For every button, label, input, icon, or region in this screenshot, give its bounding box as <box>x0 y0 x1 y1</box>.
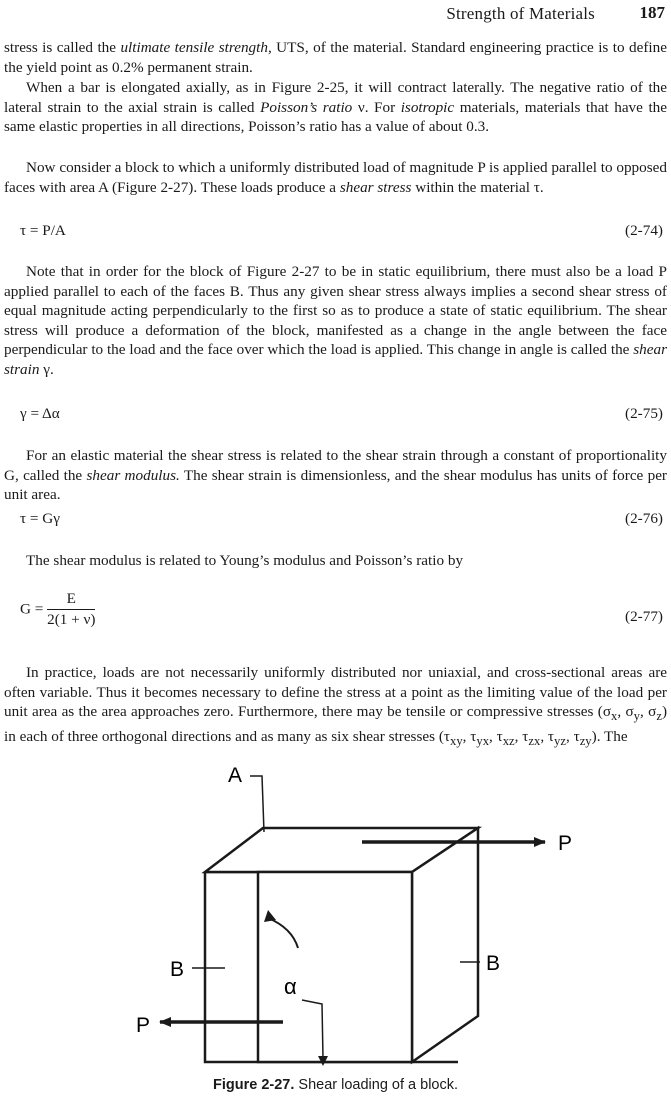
label-b-right: B <box>486 952 501 975</box>
text-run: ). The <box>591 727 628 745</box>
running-title: Strength of Materials <box>446 4 595 23</box>
text-run: , τ <box>514 727 529 745</box>
term-poissons-ratio: Poisson’s ratio <box>260 98 353 116</box>
equation-number: (2-77) <box>625 608 663 625</box>
subscript: yz <box>554 733 566 748</box>
text-run: , τ <box>565 727 580 745</box>
text-run: γ. <box>39 360 54 378</box>
text-run: , τ <box>462 727 477 745</box>
term-shear-stress: shear stress <box>339 178 412 196</box>
fraction-numerator: E <box>47 590 95 610</box>
equation-number: (2-76) <box>625 510 663 527</box>
text-run: , τ <box>489 727 503 745</box>
fraction-expression <box>20 590 95 629</box>
paragraph-stress-components <box>4 663 667 751</box>
paragraph-static-equilibrium <box>4 262 667 380</box>
page-number: 187 <box>639 3 665 22</box>
subscript: zx <box>528 733 541 748</box>
figure-caption <box>0 1077 671 1093</box>
text-run: stress is called the <box>4 39 121 56</box>
text-run: The shear modulus is related to Young’s modulus and Poisson’s ratio by <box>26 552 464 569</box>
term-ultimate-tensile-strength: ultimate tensile strength, <box>120 39 272 56</box>
figure-caption-text: Shear loading of a block. <box>294 1077 459 1093</box>
equation-2-76 <box>20 510 665 528</box>
text-run: , σ <box>617 703 634 721</box>
paragraph-shear-stress <box>4 158 667 197</box>
equation-lhs: G = <box>20 600 44 618</box>
term-shear-modulus: shear modulus. <box>86 466 180 484</box>
equation-number: (2-74) <box>625 222 663 239</box>
subscript: zy <box>579 733 592 748</box>
text-run: UTS, of the material. Standard engineering practice is to define the yield point as 0.2% permanent strain. <box>4 39 667 76</box>
text-run: Note that in order for the block of Figure 2-27 to be in static equilibrium, there must also be a load P applied parallel to each of the faces B. Thus any given shear stress always implies a second shear stress of equal magnitude acting perpendicularly to the first so as to produce a state of static equilibrium. The shear stress will produce a deformation of the block, manifested as a change in the angle between the face perpendicular to the load and the face over which the load is applied. This change in angle is called the <box>4 263 667 359</box>
text-run: When a bar is elongated axially, as in Figure 2-25, it will contract laterally. The negative ratio of the lateral strain to the axial strain is called <box>4 79 667 116</box>
leader-line-a <box>250 776 264 832</box>
text-run: ) in each of three orthogonal directions and as many as six shear stresses (τ <box>4 703 668 745</box>
subscript: x <box>611 709 618 724</box>
paragraph-shear-modulus <box>4 446 667 505</box>
subscript: y <box>633 709 640 724</box>
shear-block-figure <box>136 760 580 1070</box>
term-isotropic: isotropic <box>400 98 455 116</box>
term-shear-strain: shear strain <box>4 341 667 378</box>
fraction-denominator: 2(1 + ν) <box>47 611 96 628</box>
text-run: within the material τ. <box>411 178 544 196</box>
paragraph-poisson-ratio <box>4 78 667 137</box>
subscript: yx <box>476 733 490 748</box>
label-b-left: B <box>170 958 185 981</box>
text-run: For an elastic material the shear stress is related to the shear strain through a constant of proportionality G, called the <box>4 447 667 484</box>
paragraph-ultimate-strength <box>4 38 667 77</box>
equation-expression: τ = P/A <box>20 222 66 239</box>
subscript: z <box>656 709 662 724</box>
text-run: materials, materials that have the same elastic properties in all directions, Poisson’s ratio has a value of about 0.3. <box>4 98 667 136</box>
equation-2-77 <box>20 590 665 640</box>
block-front-face <box>258 872 412 1062</box>
equation-expression: τ = Gγ <box>20 510 60 527</box>
paragraph-modulus-relation <box>4 551 667 571</box>
equation-expression: γ = Δα <box>20 405 60 422</box>
text-run: , τ <box>540 727 555 745</box>
equation-2-74 <box>20 222 665 240</box>
subscript: xy <box>450 733 463 748</box>
text-run: In practice, loads are not necessarily uniformly distributed nor uniaxial, and cross-sectional areas are often variable. Thus it becomes necessary to define the stress at a point as the limiting value of the load per unit area as the area approaches zero. Furthermore, there may be tensile or compressive stresses (σ <box>4 664 667 721</box>
label-a: A <box>228 764 243 787</box>
equation-number: (2-75) <box>625 405 663 422</box>
label-p-bottom: P <box>136 1014 151 1037</box>
text-run: The shear strain is dimensionless, and the shear modulus has units of force per unit area. <box>4 466 667 504</box>
text-run: Now consider a block to which a uniformly distributed load of magnitude P is applied parallel to opposed faces with area A (Figure 2-27). These loads produce a <box>4 159 667 196</box>
label-p-top: P <box>558 832 573 855</box>
page-header <box>0 0 671 30</box>
fraction <box>47 590 95 629</box>
equation-2-75 <box>20 405 665 423</box>
text-run: , σ <box>640 703 657 721</box>
text-run: ν. For <box>352 98 401 116</box>
label-alpha: α <box>284 974 297 999</box>
subscript: xz <box>502 733 515 748</box>
figure-caption-label: Figure 2-27. <box>212 1077 295 1093</box>
